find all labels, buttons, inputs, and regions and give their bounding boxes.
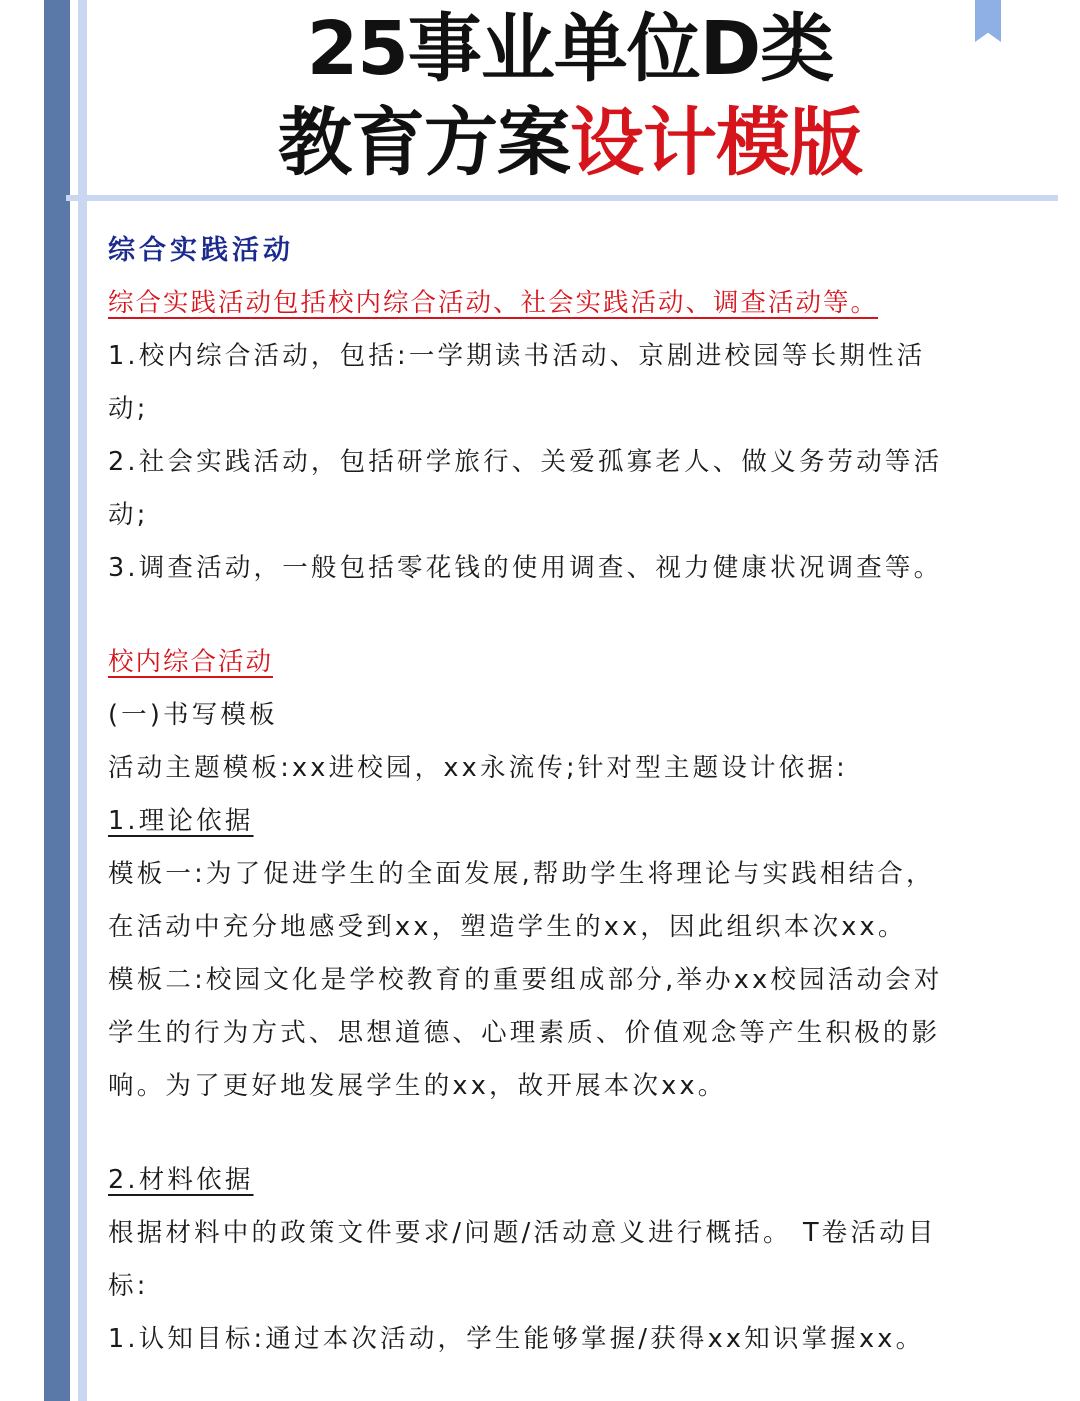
paragraph-line: 学生的行为方式、思想道德、心理素质、价值观念等产生积极的影 [108, 1018, 941, 1048]
subheading-theory: 1.理论依据 [108, 806, 254, 836]
paragraph-line: 1.认知目标:通过本次活动，学生能够掌握/获得xx知识掌握xx。 [108, 1324, 925, 1354]
paragraph-line: 活动主题模板:xx进校园，xx永流传;针对型主题设计依据: [108, 753, 848, 783]
paragraph-line: 动; [108, 394, 149, 424]
title-divider [66, 195, 1058, 201]
page-title-line1: 25事业单位D类 [306, 6, 834, 92]
left-decorative-stripe [78, 0, 87, 1401]
section-heading-campus: 校内综合活动 [108, 647, 274, 677]
paragraph-line: 1.校内综合活动，包括:一学期读书活动、京剧进校园等长期性活 [108, 341, 926, 371]
page-title-line2 [70, 100, 1070, 186]
paragraph-line: 动; [108, 500, 149, 530]
paragraph-line: 2.社会实践活动，包括研学旅行、关爱孤寡老人、做义务劳动等活 [108, 447, 943, 477]
section-heading-comprehensive: 综合实践活动 [108, 235, 294, 266]
left-decorative-bar [44, 0, 70, 1401]
paragraph-line: 标: [108, 1271, 149, 1301]
document-body [108, 224, 1038, 1366]
paragraph-line: 响。为了更好地发展学生的xx，故开展本次xx。 [108, 1071, 727, 1101]
paragraph-line: 模板一:为了促进学生的全面发展,帮助学生将理论与实践相结合， [108, 859, 935, 889]
paragraph-line: 根据材料中的政策文件要求/问题/活动意义进行概括。 T卷活动目 [108, 1218, 937, 1248]
page-title-line2-black: 教育方案 [278, 100, 570, 186]
page-title-line2-red: 设计模版 [570, 100, 862, 186]
paragraph-line: 在活动中充分地感受到xx，塑造学生的xx，因此组织本次xx。 [108, 912, 907, 942]
paragraph-line: 3.调查活动，一般包括零花钱的使用调查、视力健康状况调查等。 [108, 553, 943, 583]
subheading-material: 2.材料依据 [108, 1165, 254, 1195]
section-summary: 综合实践活动包括校内综合活动、社会实践活动、调查活动等。 [108, 288, 879, 318]
subheading-template: (一)书写模板 [108, 700, 278, 730]
paragraph-line: 模板二:校园文化是学校教育的重要组成部分,举办xx校园活动会对 [108, 965, 943, 995]
